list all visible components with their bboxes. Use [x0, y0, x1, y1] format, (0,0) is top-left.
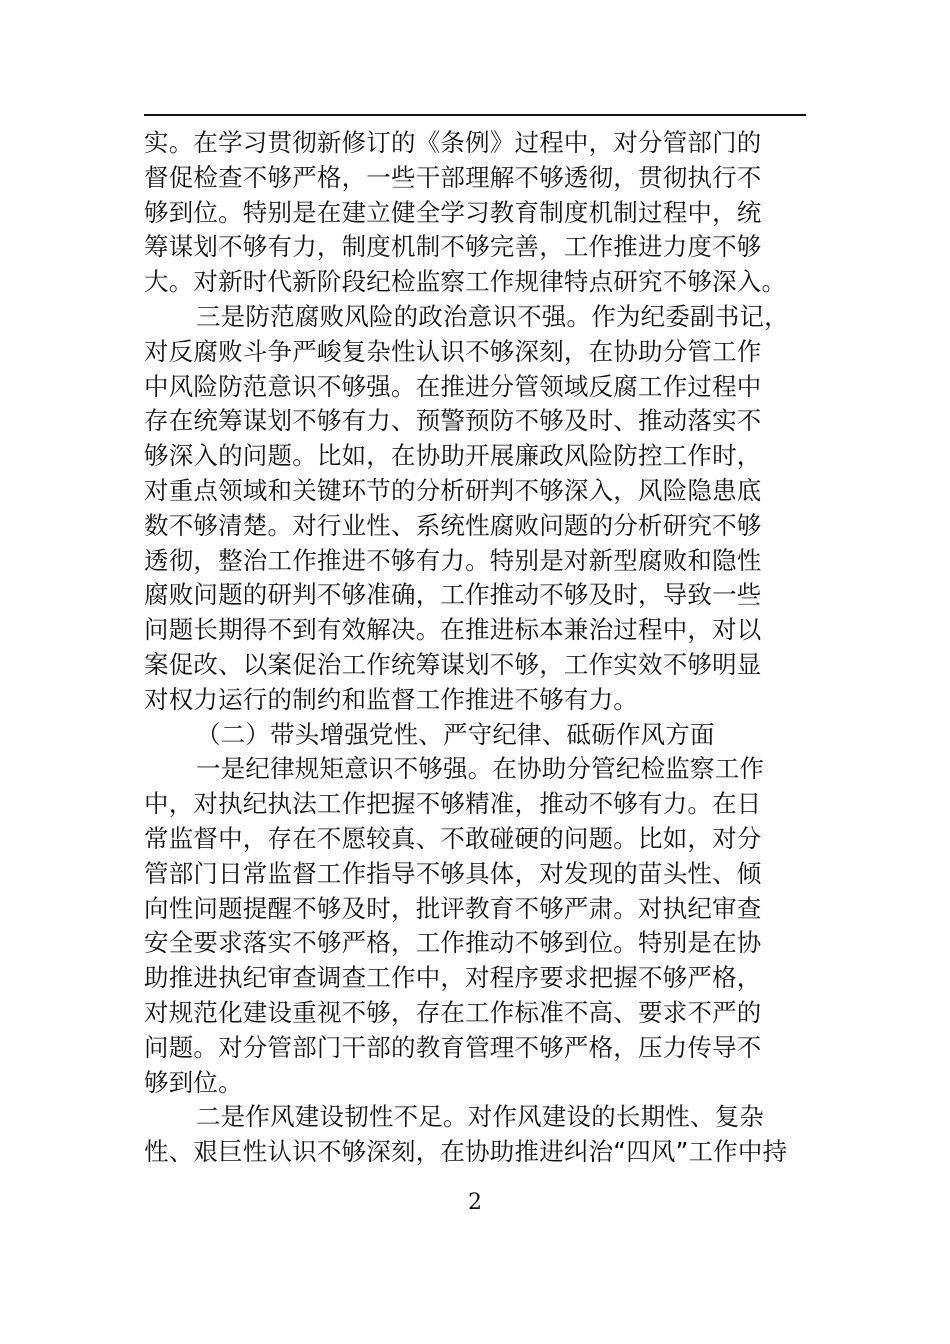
text-line: 中，对执纪执法工作把握不够精准，推动不够有力。在日	[144, 789, 762, 819]
text-line: 中风险防范意识不够强。在推进分管领域反腐工作过程中	[144, 371, 762, 401]
text-line: 够到位。特别是在建立健全学习教育制度机制过程中，统	[144, 197, 762, 227]
text-line: 对反腐败斗争严峻复杂性认识不够深刻，在协助分管工作	[144, 336, 762, 366]
text-line: 案促改、以案促治工作统筹谋划不够，工作实效不够明显	[144, 649, 762, 679]
page-number: 2	[468, 1190, 482, 1215]
text-line: 数不够清楚。对行业性、系统性腐败问题的分析研究不够	[144, 510, 762, 540]
document-body	[144, 126, 806, 1170]
paragraph-start-line: 一是纪律规矩意识不够强。在协助分管纪检监察工作	[196, 754, 765, 784]
text-line: 够到位。	[144, 1067, 243, 1097]
text-line: 问题长期得不到有效解决。在推进标本兼治过程中，对以	[144, 615, 762, 645]
text-line: 常监督中，存在不愿较真、不敢碰硬的问题。比如，对分	[144, 823, 762, 853]
text-line: 筹谋划不够有力，制度机制不够完善，工作推进力度不够	[144, 232, 762, 262]
paragraph-start-line: 三是防范腐败风险的政治意识不强。作为纪委副书记，	[196, 301, 789, 331]
text-line: 透彻，整治工作推进不够有力。特别是对新型腐败和隐性	[144, 545, 762, 575]
paragraph-start-line: 二是作风建设韧性不足。对作风建设的长期性、复杂	[196, 1102, 765, 1132]
header-rule	[144, 114, 806, 116]
text-line: 管部门日常监督工作指导不够具体，对发现的苗头性、倾	[144, 858, 762, 888]
text-line: 性、艰巨性认识不够深刻，在协助推进纠治“四风”工作中持	[144, 1137, 788, 1167]
text-line: 实。在学习贯彻新修订的《条例》过程中，对分管部门的	[144, 128, 762, 157]
text-line: 对重点领域和关键环节的分析研判不够深入，风险隐患底	[144, 475, 762, 505]
text-line: 存在统筹谋划不够有力、预警预防不够及时、推动落实不	[144, 406, 762, 436]
text-line: 安全要求落实不够严格，工作推动不够到位。特别是在协	[144, 928, 762, 958]
text-line: 向性问题提醒不够及时，批评教育不够严肃。对执纪审查	[144, 893, 762, 923]
text-line: 对权力运行的制约和监督工作推进不够有力。	[144, 684, 638, 714]
text-line: 督促检查不够严格，一些干部理解不够透彻，贯彻执行不	[144, 162, 762, 192]
text-line: 问题。对分管部门干部的教育管理不够严格，压力传导不	[144, 1032, 762, 1062]
text-line: 大。对新时代新阶段纪检监察工作规律特点研究不够深入。	[144, 267, 787, 297]
text-line: 腐败问题的研判不够准确，工作推动不够及时，导致一些	[144, 580, 762, 610]
section-heading: （二）带头增强党性、严守纪律、砥砺作风方面	[196, 719, 715, 749]
text-line: 对规范化建设重视不够，存在工作标准不高、要求不严的	[144, 997, 762, 1027]
text-line: 够深入的问题。比如，在协助开展廉政风险防控工作时，	[144, 441, 762, 471]
text-line: 助推进执纪审查调查工作中，对程序要求把握不够严格，	[144, 963, 762, 993]
